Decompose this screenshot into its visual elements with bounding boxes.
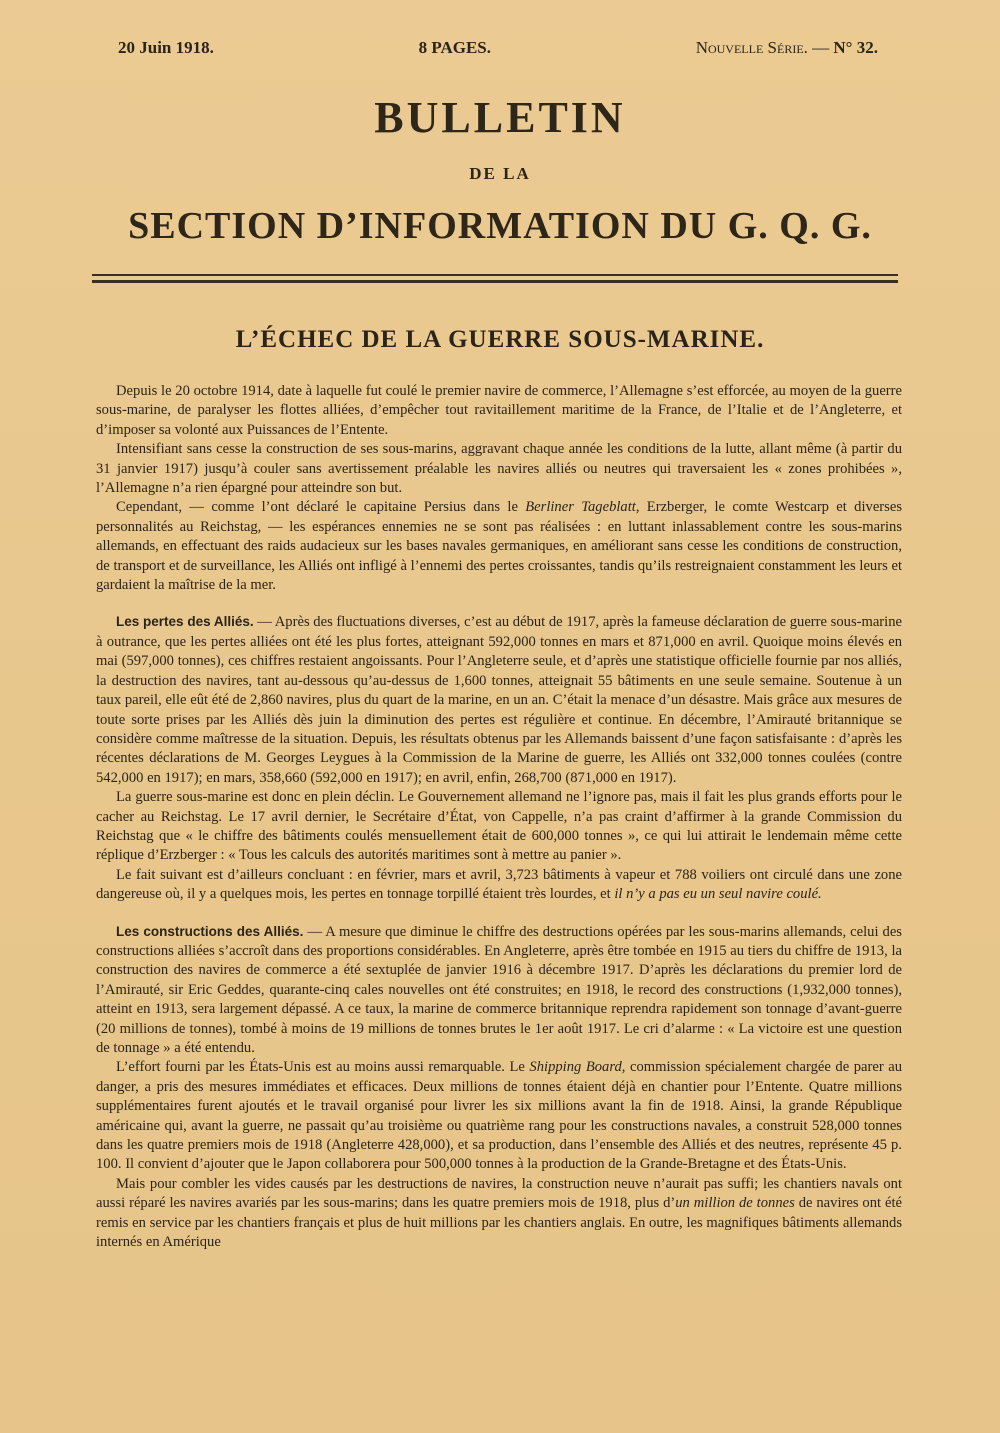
paragraph-9-text-a: Mais pour combler les vides causés par les destructions de navires, la construction neuve n’aurait pas suffi; les chantiers navals ont aussi réparé les navires avariés par les sous-marins; dans les quatre premiers mois de 1918, plus d’	[96, 1175, 902, 1212]
section-lead-losses: Les pertes des Alliés.	[116, 614, 254, 630]
bulletin-title-connector: DE LA	[469, 164, 531, 183]
paragraph-6	[96, 866, 902, 905]
paragraph-8	[96, 1058, 902, 1174]
bulletin-title: BULLETIN	[374, 93, 626, 142]
masthead	[118, 38, 878, 58]
paragraph-6-text: Le fait suivant est d’ailleurs concluant : en février, mars et avril, 3,723 bâtiments à vapeur et 788 voiliers ont circulé dans une zone dangereuse où, il y a quelques mois, les pertes en tonnage torpillé étaient très lourdes, et	[96, 866, 902, 903]
paragraph-9-text-b: de navires ont été remis en service par les chantiers français et plus de huit millions par les chantiers anglais. En outre, les magnifiques bâtiments allemands internés en Amérique	[96, 1195, 902, 1251]
paragraph-5: La guerre sous-marine est donc en plein déclin. Le Gouvernement allemand ne l’ignore pas, mais il fait les plus grands efforts pour le cacher au Reichstag. Le 17 avril dernier, le Secrétaire d’État, von Cappelle, n’a pas craint d’affirmer à la grande Commission du Reichstag que « le chiffre des bâtiments coulés mensuellement était de 600,000 tonnes », ce qui lui attirait le lendemain même cette réplique d’Erzberger : « Tous les calculs des autorités maritimes sont à mettre au panier ».	[96, 789, 902, 864]
paragraph-9-emphasis: un million de tonnes	[675, 1195, 795, 1212]
page-count: 8 PAGES.	[418, 38, 491, 57]
paragraph-losses-text: — Après des fluctuations diverses, c’est au début de 1917, après la fameuse déclaration de guerre sous-marine à outrance, que les pertes alliées ont été les plus fortes, atteignant 592,000 tonnes en mars et 871,000 en avril. Quoique moins élevés en mai (597,000 tonnes), ces chiffres restaient angoissants. Pour l’Angleterre seule, et d’après une statistique officielle fournie par nos alliés, la destruction des navires, tant au-dessous qu’au-dessus de 1,600 tonnes, atteignait 55 bâtiments en une seule semaine. Soutenue à un taux pareil, elle eût été de 2,860 navires, plus du quart de la marine, en un an. C’était la menace d’un désastre. Mais grâce aux mesures de toute sorte prises par les Alliés dès juin la diminution des pertes est régulière et continue. En décembre, l’Amirauté britannique se considère comme maîtresse de la situation. Depuis, les résultats obtenus par les Allemands baissent d’une façon satisfaisante : d’après les récentes déclarations de M. Georges Leygues à la Commission de la Marine de guerre, les Alliés ont 332,000 tonnes coulées (contre 542,000 en 1917); en mars, 358,660 (592,000 en 1917); en avril, enfin, 268,700 (871,000 en 1917).	[96, 614, 902, 786]
paragraph-3-text-b: , Erzberger, le comte Westcarp et diverses personnalités au Reichstag, — les espérances ennemies ne se sont pas réalisées : en luttant inlassablement contre les sous-marins allemands, en effectuant des raids audacieux sur les bases navales germaniques, en améliorant sans cesse les conditions de construction, de transport et de surveillance, les Alliés ont infligé à l’ennemi des pertes croissantes, tandis qu’ils restreignaient constamment les leurs et gardaient la maîtrise de la mer.	[96, 499, 902, 594]
article-title: L’ÉCHEC DE LA GUERRE SOUS-MARINE.	[235, 326, 765, 353]
paragraph-8-text-a: L’effort fourni par les États-Unis est au moins aussi remarquable. Le	[116, 1059, 530, 1076]
series-info	[696, 38, 878, 58]
shipping-board-name: Shipping Board,	[529, 1059, 626, 1076]
paragraph-3-text-a: Cependant, — comme l’ont déclaré le capitaine Persius dans le	[116, 499, 526, 516]
issue-number: N° 32.	[833, 38, 878, 57]
section-lead-constructions: Les constructions des Alliés.	[116, 923, 304, 939]
article-body	[96, 382, 902, 1252]
header-divider-thick	[92, 280, 898, 283]
issue-date: 20 Juin 1918.	[118, 38, 214, 57]
paragraph-losses	[96, 612, 902, 788]
paragraph-9	[96, 1175, 902, 1253]
paragraph-3	[96, 498, 902, 595]
paragraph-constructions	[96, 922, 902, 1059]
paragraph-8-text-b: commission spécialement chargée de parer au danger, a pris des mesures immédiates et efficaces. Deux millions de tonnes étaient déjà en chantier pour l’Entente. Quatre millions supplémentaires furent ajoutés et le travail organisé pour livrer les six millions avant la fin de 1918. Ainsi, la grande République américaine qui, avant la guerre, ne passait qu’au troisième ou quatrième rang pour les constructions navales, a construit 528,000 tonnes dans les quatre premiers mois de 1918 (Angleterre 428,000), et sa production, dans l’ensemble des Alliés et des neutres, représente 45 p. 100. Il convient d’ajouter que le Japon collaborera pour 500,000 tonnes à la production de la Grande-Bretagne et des États-Unis.	[96, 1059, 903, 1173]
paragraph-1: Depuis le 20 octobre 1914, date à laquelle fut coulé le premier navire de commerce, l’Allemagne s’est efforcée, au moyen de la guerre sous-marine, de paralyser les flottes alliées, d’empêcher tout ravitaillement maritime de la France, de l’Italie et de l’Angleterre, et d’imposer sa volonté aux Puissances de l’Entente.	[96, 383, 902, 438]
bulletin-section-title: SECTION D’INFORMATION DU G. Q. G.	[128, 205, 872, 247]
newspaper-name: Berliner Tageblatt	[525, 499, 636, 516]
series-label: Nouvelle Série. —	[695, 38, 830, 57]
paragraph-2: Intensifiant sans cesse la construction de ses sous-marins, aggravant chaque année les conditions de la lutte, allant même (à partir du 31 janvier 1917) jusqu’à couler sans avertissement préalable les navires alliés ou neutres qui traversaient les « zones prohibées », l’Allemagne n’a rien épargné pour atteindre son but.	[96, 441, 902, 497]
paragraph-6-emphasis: il n’y a pas eu un seul navire coulé.	[614, 886, 822, 903]
paragraph-constructions-text: — A mesure que diminue le chiffre des destructions opérées par les sous-marins allemands, celui des constructions alliées s’accroît dans des proportions considérables. En Angleterre, après être tombée en 1915 au tiers du chiffre de 1913, la construction des navires de commerce a été sextuplée de janvier 1916 à décembre 1917. D’après les déclarations du premier lord de l’Amirauté, sir Eric Geddes, quarante-cinq cales nouvelles ont été construites; en 1918, le record des constructions (1,932,000 tonnes), atteint en 1913, sera largement dépassé. A ce taux, la marine de commerce britannique reprendra rapidement son tonnage d’avant-guerre (20 millions de tonnes), tombé à moins de 19 millions de tonnes brutes le 1er août 1917. Le cri d’alarme : « La victoire est une question de tonnage » a été entendu.	[96, 923, 902, 1056]
header-divider-thin	[92, 274, 898, 276]
